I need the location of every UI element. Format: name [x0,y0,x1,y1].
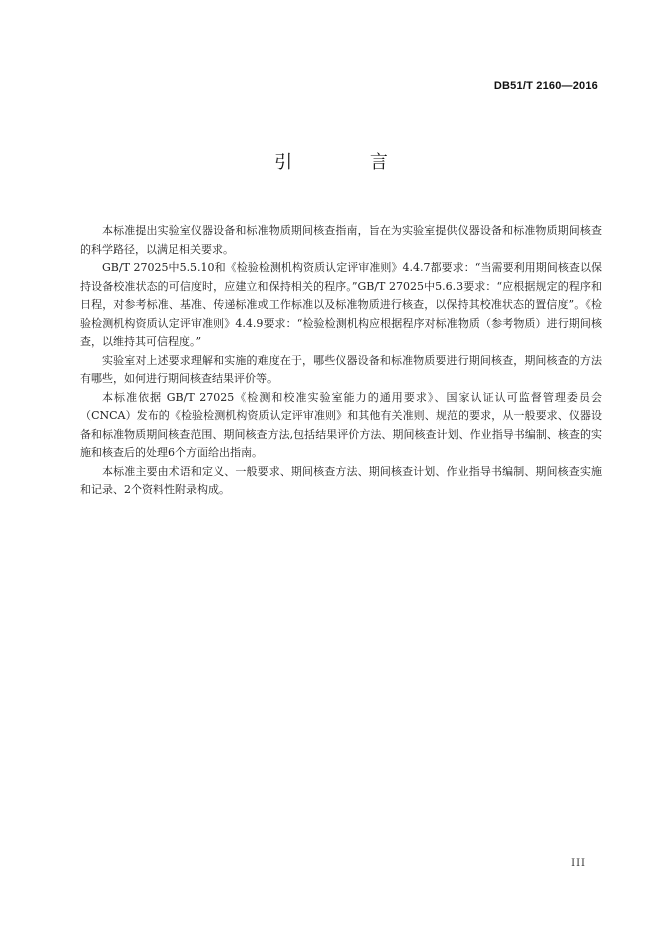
paragraph: 本标准依据 GB/T 27025《检测和校准实验室能力的通用要求》、国家认证认可监督管理委员会（CNCA）发布的《检验检测机构资质认定评审准则》和其他有关准则、规范的要求，从一般要求、仪器设备和标准物质期间核查范围、期间核查方法,包括结果评价方法、期间核查计划、作业指导书编制、核查的实施和核查后的处理6个方面给出指南。 [80,390,602,459]
introduction-body [80,222,602,500]
standard-code: DB51/T 2160—2016 [493,80,598,92]
paragraph: 实验室对上述要求理解和实施的难度在于，哪些仪器设备和标准物质要进行期间核查，期间核查的方法有哪些，如何进行期间核查结果评价等。 [80,353,602,385]
paragraph: 本标准提出实验室仪器设备和标准物质期间核查指南，旨在为实验室提供仪器设备和标准物质期间核查的科学路径，以满足相关要求。 [80,224,602,256]
paragraph: 本标准主要由术语和定义、一般要求、期间核查方法、期间核查计划、作业指导书编制、期间核查实施和记录、2个资料性附录构成。 [80,464,602,496]
page-title: 引 言 [274,152,424,173]
page-number: III [571,858,586,869]
paragraph: GB/T 27025中5.5.10和《检验检测机构资质认定评审准则》4.4.7都要求：“当需要利用期间核查以保持设备校准状态的可信度时，应建立和保持相关的程序。”GB/T 27025中5.6.3要求：“应根据规定的程序和日程，对参考标准、基准、传递标准或工作标准以及标准物质进行核查，以保持其校准状态的置信度”。《检验检测机构资质认定评审准则》4.4.9要求：“检验检测机构应根据程序对标准物质（参考物质）进行期间核查，以维持其可信程度。” [80,261,602,348]
